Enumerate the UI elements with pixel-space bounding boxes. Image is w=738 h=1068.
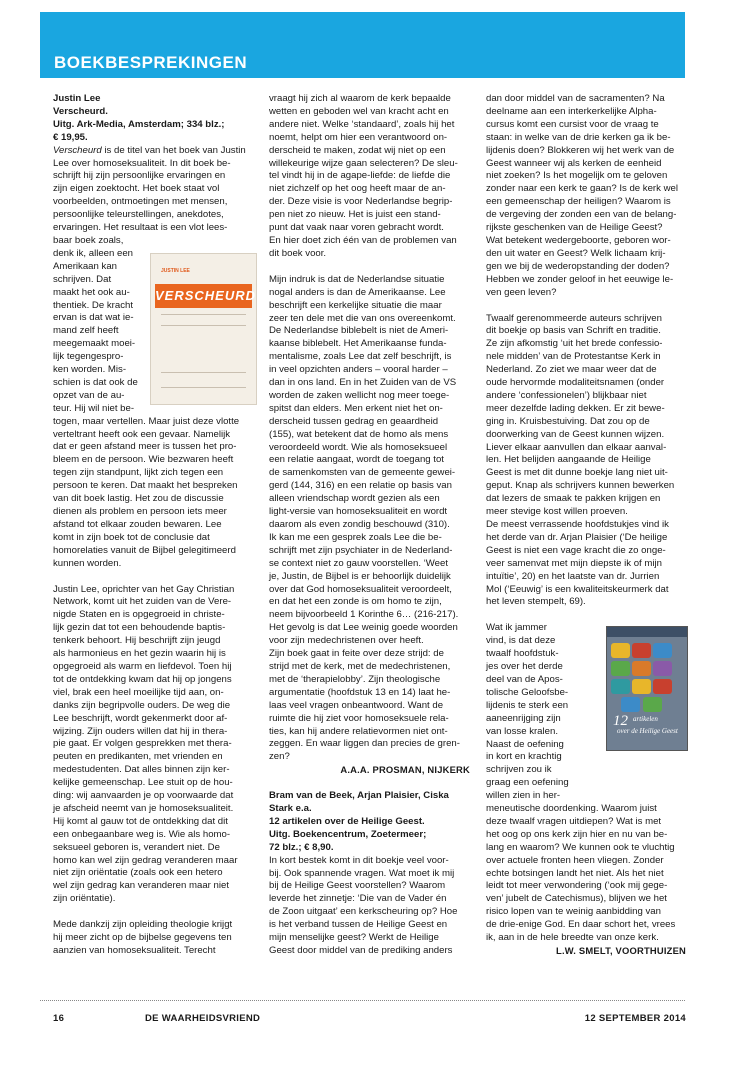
text-line: Geest is met dit dunne boekje lang niet uit- <box>486 467 668 479</box>
text-line: leidt tot meer verwondering (‘ook mij gege- <box>486 880 668 892</box>
text-line: risico lopen van te weinig aanbidding van <box>486 906 661 918</box>
review1-price: € 19,95. <box>53 131 88 143</box>
text-line: schrijven zou ik <box>486 764 552 776</box>
text-line: In kort bestek komt in dit boekje veel voor- <box>269 854 449 866</box>
book-cover-verscheurd <box>150 253 257 405</box>
puzzle-piece-icon <box>632 679 651 694</box>
text-line: light-versie van homoseksualiteit en wordt <box>269 506 448 518</box>
text-line: kelijke gemeenschap. Lee stuit op de hou- <box>53 777 233 789</box>
text-line: willen zien in her- <box>486 790 561 802</box>
review2-signature: L.W. SMELT, VOORTHUIZEN <box>556 945 686 956</box>
text-line: alleen vriendschap wordt gezien als een <box>269 493 440 505</box>
text-line: gen we bij de wederopstanding der doden? <box>486 260 670 272</box>
text-line: opgegroeid als warm en liefdevol. Toen hij <box>53 660 232 672</box>
text-line: je, Justin, de Bijbel is er behoorlijk duidelijk <box>269 570 451 582</box>
text-line: Hebben we zonder geloof in het eeuwige le- <box>486 273 674 285</box>
text-line: tegen zijn standpunt, lijkt zich tegen een <box>53 467 224 479</box>
text-line: De meest verrassende hoofdstukjes vind ik <box>486 519 669 530</box>
text-line: in veel opzichten anders – vooral harder – <box>269 364 448 376</box>
text-line: baar boek zoals, <box>53 234 124 246</box>
text-line: seksueel geboren is, verandert niet. De <box>53 841 220 853</box>
text-line: tel vindt hij in de agape-liefde: de liefde die <box>269 170 451 182</box>
text-line: der. Deze visie is voor Nederlandse begrip- <box>269 196 453 208</box>
book-title-italic: Verscheurd <box>53 144 102 156</box>
text-line: Lee beschrijft, wordt gekenmerkt door af- <box>53 712 228 724</box>
text-line: Wat ik jammer <box>486 622 547 634</box>
text-line: punt dat vaak naar voren gebracht wordt. <box>269 222 444 234</box>
text-line: derscheid tussen gedrag en geaardheid <box>269 415 439 427</box>
text-line: Naast de oefening <box>486 738 564 750</box>
text-line: de vergeving der zonden een van de belang- <box>486 209 677 221</box>
page-number: 16 <box>53 1013 65 1024</box>
text-line: is het verband tussen de Heilige Geest en <box>269 919 448 931</box>
text-line: willekeurige wijze gaan selecteren? De sleu- <box>269 157 458 169</box>
text-line: beschrijft een kerkelijke situatie die maar <box>269 299 442 311</box>
text-line: togen, maar vertellen. Maar juist deze vlotte <box>53 415 240 427</box>
text-line: een gemeenschap der heiligen? Waarom is <box>486 196 671 208</box>
text-line: schrijft hij zijn persoonlijke ervaringen en <box>53 170 226 182</box>
text-line: staan: in welke van de drie kerken ga ik be- <box>486 131 671 143</box>
text-line: Zijn boek gaat in feite over deze strijd: de <box>269 648 444 660</box>
text-line: persoon te keren. Dat maakt het bespreken <box>53 480 238 492</box>
text-line: opzet van de au- <box>53 389 125 401</box>
review1-paragraph-2 <box>53 584 255 907</box>
text-line: Nederland. Zo ziet we maar weer dat de <box>486 364 657 376</box>
text-line: de Zoon uitgaat’ een kerkscheuring op? Hoe <box>269 906 458 918</box>
text-line: niet zichzelf op het oog heeft maar de an- <box>269 183 446 195</box>
text-line: als harmonieus en het gezin waarin hij is <box>53 648 226 660</box>
review2-title: 12 artikelen over de Heilige Geest. <box>269 815 425 827</box>
text-line: voorbeelden, ontmoetingen met mensen, <box>53 196 228 208</box>
text-line: nele midden’ van de Protestantse Kerk in <box>486 351 661 363</box>
text-line: met de ‘therapielobby’. Zijn theologische <box>269 673 441 685</box>
text-line: leverde het zinnetje: ‘Die van de Vader én <box>269 893 447 905</box>
review2-publisher: Uitg. Boekencentrum, Zoetermeer; <box>269 828 427 840</box>
puzzle-piece-icon <box>611 643 630 658</box>
text-line: dat lezers de smaak te pakken krijgen en <box>486 493 661 505</box>
text-line: strijd met de kerk, met de medechristenen, <box>269 660 451 672</box>
text-line: Mol (‘Eeuwig’ is een kwaliteitskeurmerk dat <box>486 583 669 595</box>
review1-wrap-text <box>53 248 151 416</box>
text-line: Twaalf gerenommeerde auteurs schrijven <box>486 312 662 324</box>
cover2-title-2: over de Heilige Geest <box>617 727 678 735</box>
text-line: pen niet zo nieuw. Het is juist een stand- <box>269 209 441 221</box>
text-line: mijn menselijke geest? Werkt de Heilige <box>269 932 439 944</box>
text-line: van dit boek lastig. Het zou de discussie <box>53 493 224 505</box>
puzzle-piece-icon <box>611 679 630 694</box>
review1-paragraph-3 <box>53 919 255 958</box>
text-line: andere ‘confessionelen’) blijkbaar niet <box>486 389 647 401</box>
text-line: Wat betekent wedergeboorte, geboren wor- <box>486 234 671 246</box>
text-line: homo kan wel zijn gedrag veranderen maar <box>53 854 238 866</box>
cover2-number: 12 <box>613 713 628 729</box>
puzzle-piece-icon <box>653 661 672 676</box>
text-line: over actuele fronten heen vliegen. Zonder <box>486 854 664 866</box>
text-line: schrijft met zijn psychiater in de Nederland- <box>269 544 453 556</box>
text-line: meneutische doordenking. Waarom juist <box>486 803 657 815</box>
text-line: derscheid te maken, zodat wij niet op een <box>269 144 446 156</box>
text-line: hij meer zicht op de bijbelse gegevens ten <box>53 932 232 944</box>
text-line: De Nederlandse biblebelt is niet de Ameri- <box>269 325 449 337</box>
issue-date: 12 SEPTEMBER 2014 <box>584 1013 686 1024</box>
text-line: aanzien van homoseksualiteit. Terecht <box>53 945 216 956</box>
text-line: schien is dat ook de <box>53 376 138 388</box>
puzzle-piece-icon <box>632 643 651 658</box>
text-line: bij de Heilige Geest voorstellen? Waarom <box>269 880 446 892</box>
text-line: veer samenvat met mijn diepste ik of mijn <box>486 557 662 569</box>
text-line: vind, is dat deze <box>486 635 556 647</box>
text-line: len. Het belijden aangaande de Heilige <box>486 454 651 466</box>
text-line: ervan is dat wat ie- <box>53 312 134 324</box>
text-line: zeer ten dele met die van ons overeenkomt. <box>269 312 456 324</box>
text-line: Ze zijn afkomstig ‘uit het brede confessio- <box>486 338 663 350</box>
text-line: ven geen leven? <box>486 286 557 298</box>
cover-blurb-rule <box>161 372 246 388</box>
text-line: bij. Ook spannende vragen. Wat moet ik mij <box>269 867 455 879</box>
text-line: bleem en de persoon. Wie bezwaren heeft <box>53 454 234 466</box>
text-line: Hij komt al gauw tot de ontdekking dat dit <box>53 815 228 827</box>
text-line: nogal anders is dan de Amerikaanse. Lee <box>269 286 446 298</box>
text-line: dan in ons land. En in het Zuiden van de VS <box>269 377 457 389</box>
text-line: het oog op ons kerk zijn hier en nu van be- <box>486 828 668 840</box>
text-line: dat er geen afstand meer is tussen het pro- <box>53 441 237 453</box>
text-line: pie gaat. Er volgen gesprekken met thera- <box>53 738 232 750</box>
text-line: tolische Geloofsbe- <box>486 686 569 698</box>
text-line: andere niet. Welke ‘standaard’, zoals hij het <box>269 118 455 130</box>
text-line: lang en waarom? We kunnen ook te vluchtig <box>486 841 675 853</box>
section-header-bar <box>40 12 685 78</box>
magazine-name: DE WAARHEIDSVRIEND <box>145 1013 261 1024</box>
text-line: lijdenis te sterk een <box>486 699 569 711</box>
text-line: graag een oefening <box>486 777 569 789</box>
puzzle-piece-icon <box>643 697 662 712</box>
text-line: jes over het derde <box>486 661 563 673</box>
text-line: wijzing. Zijn ouders willen dat hij in thera- <box>53 725 228 737</box>
text-line: Geest is niet een vage kracht die zo onge- <box>486 544 666 556</box>
column-3 <box>486 93 686 958</box>
text-line: deelname aan een interkerkelijke Alpha- <box>486 105 657 117</box>
text-line: kunnen worden. <box>53 557 122 569</box>
text-line: (155), wat betekent dat de homo als mens <box>269 428 449 440</box>
review2-col3-paragraph-2 <box>486 313 686 610</box>
review2-price: 72 blz.; € 8,90. <box>269 841 334 853</box>
text-line: nigde Staten en is opgegroeid in christe- <box>53 609 225 621</box>
text-line: van losse kralen. <box>486 725 558 737</box>
text-line: Geest wanneer wij als kerken de eenheid <box>486 157 662 169</box>
text-line: noemt, helpt om hier een verantwoord on- <box>269 131 448 143</box>
review2-wrap-text <box>486 622 604 803</box>
text-line: zijn oriëntatie). <box>53 893 116 905</box>
text-line: lijdenis doen? Blokkeren wij het werk van de <box>486 144 675 156</box>
text-line: worden de zaken wellicht nog meer toege- <box>269 389 450 401</box>
text-line: de drie-enige God. En daar schort het, vrees <box>486 919 676 931</box>
text-line: in kort en krachtig <box>486 751 562 763</box>
text-line: peuten en predikanten, met vrienden en <box>53 751 223 763</box>
review1-signature: A.A.A. PROSMAN, NIJKERK <box>340 764 470 776</box>
text-line: Lee over homoseksualiteit. In dit boek be- <box>53 157 231 169</box>
text-line: thentiek. De kracht <box>53 299 133 311</box>
text-line: het derde van dr. Arjan Plaisier (‘De heilige <box>486 531 668 543</box>
text-line: laas veel vragen onbeantwoord. Want de <box>269 699 444 711</box>
text-line: ties, kan hij andere relatievormen niet ont- <box>269 725 448 737</box>
review1-col2-paragraph-2 <box>269 274 470 764</box>
text-line: tot de ontdekking kwam dat hij op jongens <box>53 673 232 685</box>
text-line: en dat het een zonde is om homo te zijn, <box>269 596 442 608</box>
text-line: zijn eigen zoektocht. Het boek staat vol <box>53 183 220 195</box>
text-line: lijk tegengespro- <box>53 351 124 363</box>
review1-intro <box>53 145 255 248</box>
cover2-title-1: artikelen <box>633 715 658 723</box>
text-line: Mijn indruk is dat de Nederlandse situatie <box>269 273 445 285</box>
text-line: deel van de Apos- <box>486 673 563 685</box>
review2-authors-2: Stark e.a. <box>269 803 312 815</box>
text-line: niet zijn oriëntatie (zoals ook een hetero <box>53 867 223 879</box>
cover-title: VERSCHEURD <box>155 284 252 308</box>
text-line: tenkerk behoort. Hij beschrijft zijn jeugd <box>53 635 221 647</box>
text-line: dit boek voor. <box>269 247 327 259</box>
text-line: dan door middel van de sacramenten? Na <box>486 93 665 104</box>
puzzle-piece-icon <box>653 679 672 694</box>
text-line: kaanse biblebelt. Het Amerikaanse funda- <box>269 338 447 350</box>
text-line: ken worden. Mis- <box>53 364 127 376</box>
text-line: mand zelf heeft <box>53 325 119 337</box>
text-line: Geest door middel van de prediking anders <box>269 945 453 956</box>
text-line: oude hervormde modaliteitsnamen (onder <box>486 377 665 389</box>
text-line: het leven stempelt, 69). <box>486 596 586 608</box>
text-line: ding: wij aanvaarden je op voorwaarde dat <box>53 790 234 802</box>
text-line: Network, komt uit het zuiden van de Vere- <box>53 596 232 608</box>
text-line: wel zijn gedrag kan veranderen maar niet <box>53 880 229 892</box>
review1-col2-paragraph-1 <box>269 93 470 261</box>
text-line: een onbegaanbare weg is. Wie als homo- <box>53 828 231 840</box>
text-line: dienen als problem en persoon iets meer <box>53 506 227 517</box>
text-line: ging in. Kruisbestuiving. Dat zou op de <box>486 415 650 427</box>
text-line: lijk gezin dat tot een behoudende baptis- <box>53 622 226 634</box>
text-line: ik, aan in de hele breedte van onze kerk. <box>486 932 659 944</box>
text-line: En hier doet zich één van de problemen van <box>269 234 457 246</box>
review2-col3-paragraph-1 <box>486 93 686 300</box>
text-line: afstand tot elkaar zouden bewaren. Lee <box>53 518 222 530</box>
text-line: viel, brak een heel moeilijke tijd aan, on- <box>53 686 224 698</box>
text-line: twaalf hoofdstuk- <box>486 648 559 660</box>
text-line: de samenkomsten van de gemeente gewei- <box>269 467 456 479</box>
text-line: maakt het ook au- <box>53 286 130 298</box>
text-line: doorwerking van de Geest kunnen wijzen. <box>486 428 665 440</box>
text-line: vraagt hij zich al waarom de kerk bepaalde <box>269 93 451 104</box>
column-2 <box>269 93 470 958</box>
book-cover-12-artikelen <box>606 626 688 751</box>
text-line: echte botsingen landt het niet. Als het niet <box>486 867 664 879</box>
text-line: Ik kan me een gesprek zoals Lee die be- <box>269 531 442 543</box>
text-line: meegemaakt moei- <box>53 338 136 350</box>
text-line: den uit water en Geest? Welk lichaam krij- <box>486 247 666 259</box>
review1-title: Verscheurd. <box>53 105 108 117</box>
text-line: gerd (144, 316) en een relatie op basis van <box>269 480 452 492</box>
cover-subtitle-rule <box>161 314 246 326</box>
text-line: Het gevolg is dat Lee weinig goede woorden <box>269 622 458 634</box>
text-line: zonder naar een kerk te gaan? Is de kerk wel <box>486 183 678 195</box>
text-line: Verscheurd is de titel van het boek van Justin <box>53 144 246 156</box>
text-line: medestudenten. Dat alles binnen zijn ker- <box>53 764 230 776</box>
text-line: se context niet zo gauw voorstellen. ‘Weet <box>269 557 449 569</box>
column-1 <box>53 93 255 958</box>
text-line: neem bijvoorbeeld 1 Korinthe 6… (216-217). <box>269 609 459 621</box>
text-line: ven’ jubelt de Catechismus), blijven we het <box>486 893 667 905</box>
text-line: mentalisme, zoals Lee dat zelf beschrijft, is <box>269 351 452 363</box>
text-line: komt in zijn boek tot de conclusie dat <box>53 531 210 543</box>
text-line: ruimte die hij ziet voor homoseksuele rela- <box>269 712 449 724</box>
text-line: rijkste geschenken van de Heilige Geest? <box>486 222 663 234</box>
cover2-header-band <box>607 627 687 637</box>
text-line: Liever elkaar aanvullen dan elkaar aanval- <box>486 441 667 453</box>
text-line: wetten en geboden wel van kracht acht en <box>269 105 449 117</box>
text-line: een relatie aangaat, wordt de toegang tot <box>269 454 444 466</box>
text-line: niet zoeken? Is het mogelijk om te geloven <box>486 170 668 182</box>
cover-author: JUSTIN LEE <box>161 268 190 274</box>
text-line: deze twaalf vragen uitdiepen? Wat is met <box>486 815 662 827</box>
text-line: argumentatie (hoofdstuk 13 en 14) laat he- <box>269 686 451 698</box>
text-line: danks zijn begripvolle ouders. De weg die <box>53 699 231 711</box>
text-line: meer dezelfde lading dekken. Er zit bewe- <box>486 402 665 414</box>
review2-col2-text <box>269 855 470 958</box>
text-line: veroordeeld wordt. Wie als homoseksueel <box>269 441 448 453</box>
text-line: spitst dan elders. Men erkent niet het on- <box>269 402 443 414</box>
text-line: zen? <box>269 751 290 763</box>
review1-author: Justin Lee <box>53 93 101 104</box>
text-line: homorelaties vanuit de Bijbel gelegitimeerd <box>53 544 236 556</box>
review1-paragraph-1-end <box>53 416 255 571</box>
text-line: ervaringen. Het resultaat is een vlot lees- <box>53 222 228 234</box>
text-line: denk ik, alleen een <box>53 247 134 259</box>
puzzle-piece-icon <box>621 697 640 712</box>
puzzle-piece-icon <box>611 661 630 676</box>
footer-divider <box>40 1000 685 1001</box>
text-line: Mede dankzij zijn opleiding theologie krijgt <box>53 919 233 931</box>
section-title: BOEKBESPREKINGEN <box>54 53 248 72</box>
text-line: intuïtie’, 20) en het laatste van dr. Jurrien <box>486 570 660 582</box>
text-line: zeggen. En waar liggen dan precies de gren- <box>269 738 460 750</box>
text-line: teur. Hij wil niet be- <box>53 402 135 414</box>
text-line: verteltrant heeft ook een gevaar. Namelijk <box>53 428 231 440</box>
review2-col3-paragraph-3 <box>486 803 686 945</box>
text-line: geput. Knap als schrijvers kunnen bewerken <box>486 480 675 492</box>
text-line: cursus komt een cursist voor de vraag te <box>486 118 659 130</box>
text-line: daarom als even zondig beschouwd (310). <box>269 519 450 530</box>
text-line: meer stevige kost willen proeven. <box>486 506 628 518</box>
text-line: Justin Lee, oprichter van het Gay Christian <box>53 583 235 595</box>
puzzle-piece-icon <box>653 643 672 658</box>
puzzle-piece-icon <box>632 661 651 676</box>
review2-authors: Bram van de Beek, Arjan Plaisier, Ciska <box>269 790 449 802</box>
text-line: schrijven. Dat <box>53 273 112 285</box>
text-line: je afscheid neemt van je homoseksualiteit. <box>53 802 234 814</box>
text-line: voor zijn medechristenen over heeft. <box>269 635 424 647</box>
text-line: dit boekje op basis van Schrift en traditie. <box>486 325 661 337</box>
text-line: Amerikaan kan <box>53 260 117 272</box>
text-line: aaneenrijging zijn <box>486 712 561 724</box>
review1-publisher: Uitg. Ark-Media, Amsterdam; 334 blz.; <box>53 118 225 130</box>
text-line: over dat God homoseksualiteit veroordeelt, <box>269 583 452 595</box>
text-line: persoonlijke teleurstellingen, anekdotes, <box>53 209 224 221</box>
